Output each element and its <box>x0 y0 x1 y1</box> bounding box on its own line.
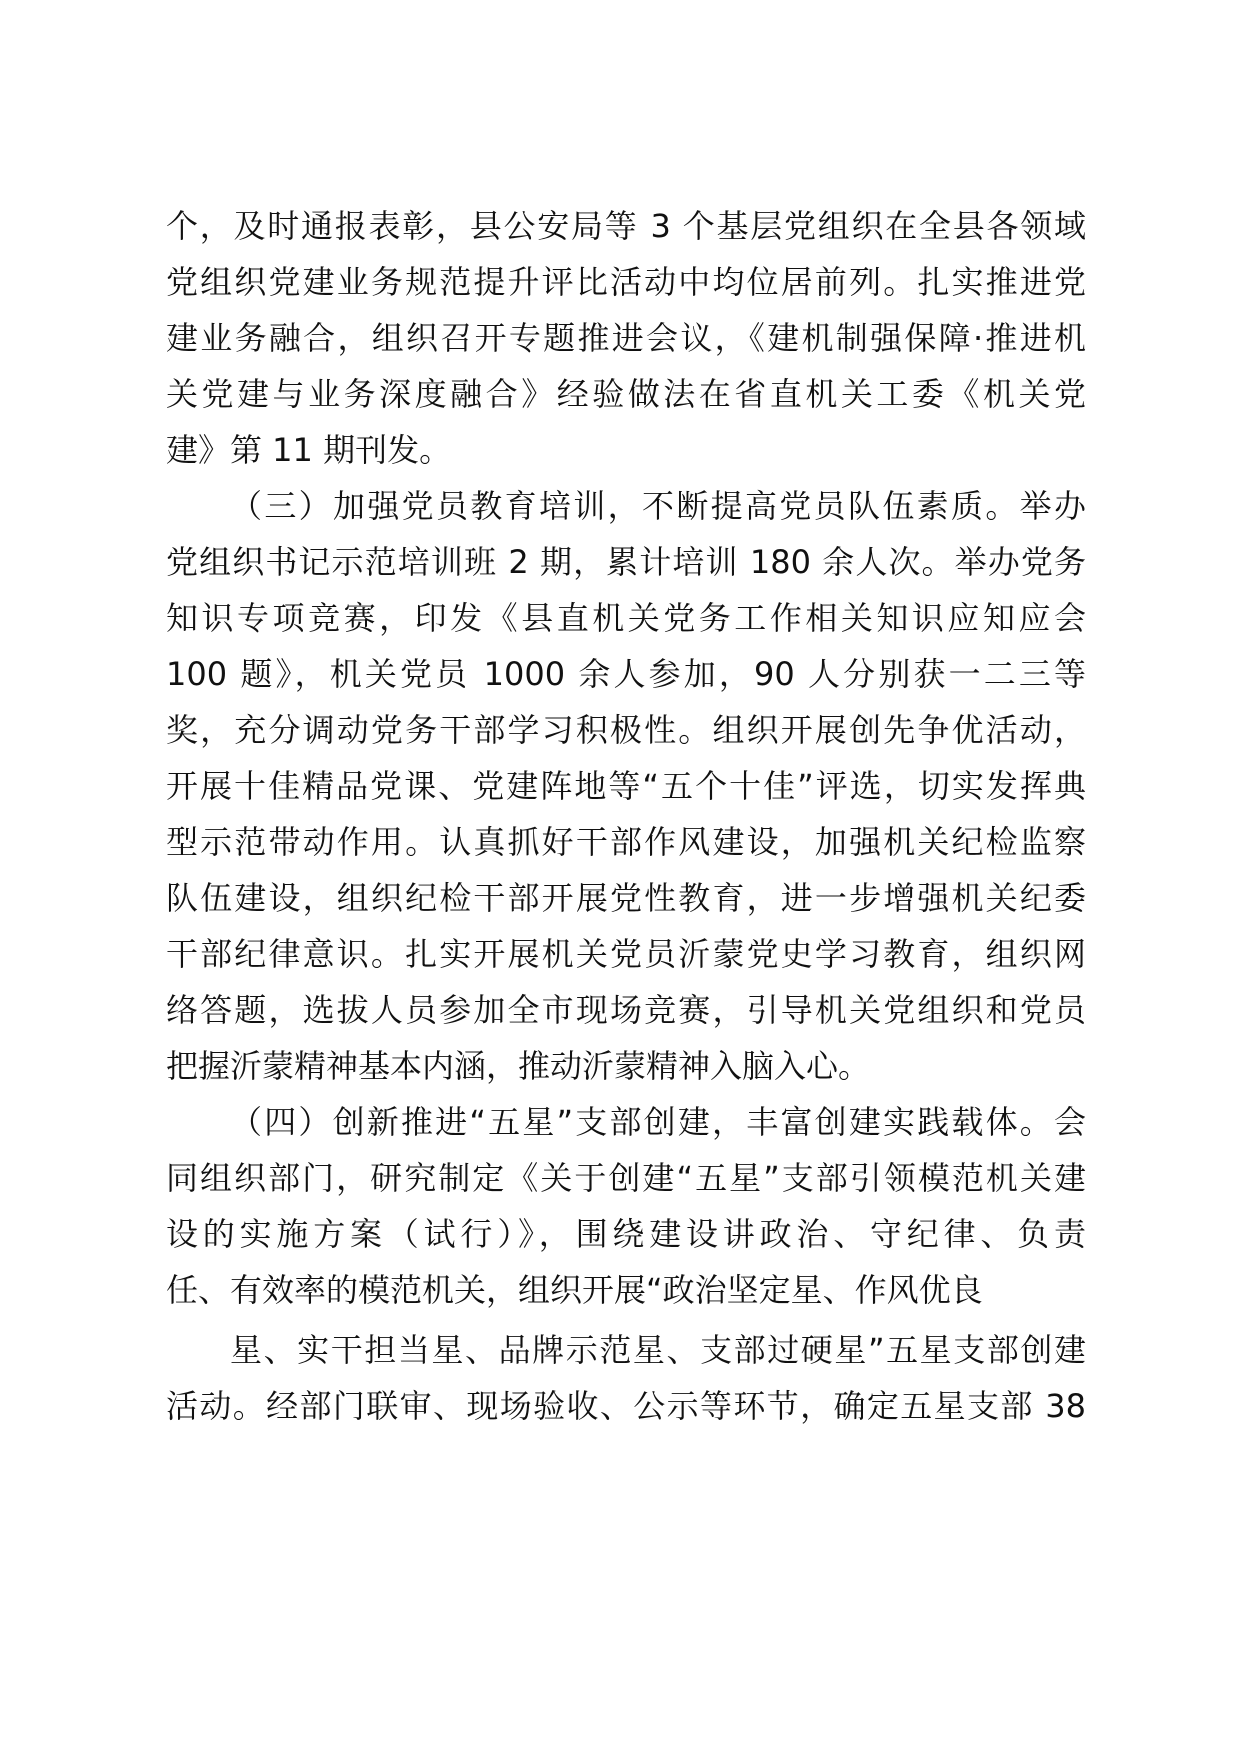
text-line: 活动。经部门联审、现场验收、公示等环节，确定五星支部 38 <box>166 1387 1086 1425</box>
text-line: 络答题，选拔人员参加全市现场竞赛，引导机关党组织和党员 <box>166 991 1086 1029</box>
text-line: 建业务融合，组织召开专题推进会议，《建机制强保障·推进机 <box>166 319 1086 357</box>
text-line: 知识专项竞赛，印发《县直机关党务工作相关知识应知应会 <box>166 599 1086 637</box>
text-line: 党组织党建业务规范提升评比活动中均位居前列。扎实推进党 <box>166 263 1086 301</box>
text-line: 星、实干担当星、品牌示范星、支部过硬星”五星支部创建 <box>230 1331 1086 1369</box>
text-line: 队伍建设，组织纪检干部开展党性教育，进一步增强机关纪委 <box>166 879 1086 917</box>
paragraph-heading-line: （四）创新推进“五星”支部创建，丰富创建实践载体。会 <box>230 1103 1086 1141</box>
text-line: 建》第 11 期刊发。 <box>166 431 452 469</box>
text-line: 奖，充分调动党务干部学习积极性。组织开展创先争优活动， <box>166 711 1086 749</box>
text-line: 关党建与业务深度融合》经验做法在省直机关工委《机关党 <box>166 375 1086 413</box>
text-line: 干部纪律意识。扎实开展机关党员沂蒙党史学习教育，组织网 <box>166 935 1086 973</box>
text-line: 同组织部门，研究制定《关于创建“五星”支部引领模范机关建 <box>166 1159 1086 1197</box>
paragraph-heading-line: （三）加强党员教育培训，不断提高党员队伍素质。举办 <box>230 487 1086 525</box>
text-line: 个，及时通报表彰，县公安局等 3 个基层党组织在全县各领域 <box>166 207 1086 245</box>
text-line: 把握沂蒙精神基本内涵，推动沂蒙精神入脑入心。 <box>166 1047 871 1085</box>
text-line: 任、有效率的模范机关，组织开展“政治坚定星、作风优良 <box>166 1271 983 1309</box>
text-line: 开展十佳精品党课、党建阵地等“五个十佳”评选，切实发挥典 <box>166 767 1086 805</box>
text-line: 设的实施方案（试行）》，围绕建设讲政治、守纪律、负责 <box>166 1215 1086 1253</box>
text-line: 型示范带动作用。认真抓好干部作风建设，加强机关纪检监察 <box>166 823 1086 861</box>
text-line: 100 题》，机关党员 1000 余人参加，90 人分别获一二三等 <box>166 655 1086 693</box>
text-line: 党组织书记示范培训班 2 期，累计培训 180 余人次。举办党务 <box>166 543 1086 581</box>
